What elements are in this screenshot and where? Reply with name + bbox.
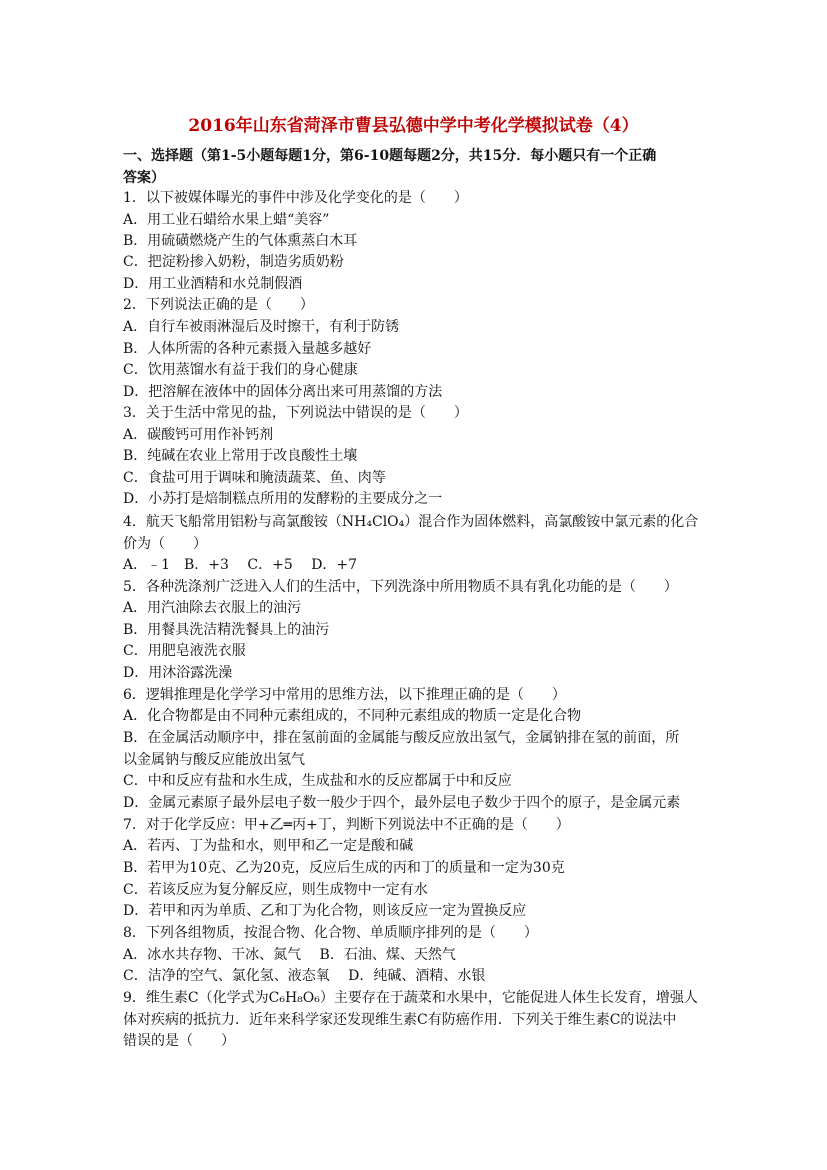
- question-line: A．自行车被雨淋湿后及时擦干，有利于防锈: [123, 319, 400, 335]
- question-line: B．在金属活动顺序中，排在氢前面的金属能与酸反应放出氢气，金属钠排在氢的前面，所: [123, 730, 680, 746]
- question-line: 价为（ ）: [123, 536, 207, 552]
- question-line: 1．以下被媒体曝光的事件中涉及化学变化的是（ ）: [123, 190, 468, 206]
- question-line: 8．下列各组物质，按混合物、化合物、单质顺序排列的是（ ）: [123, 925, 538, 941]
- question-line: 3．关于生活中常见的盐，下列说法中错误的是（ ）: [123, 405, 468, 421]
- question-line: A．化合物都是由不同种元素组成的，不同种元素组成的物质一定是化合物: [123, 708, 582, 724]
- question-line: C．把淀粉掺入奶粉，制造劣质奶粉: [123, 254, 344, 270]
- question-line: D．把溶解在液体中的固体分离出来可用蒸馏的方法: [123, 384, 443, 400]
- question-line: 7．对于化学反应：甲+乙═丙+丁，判断下列说法中不正确的是（ ）: [123, 817, 570, 833]
- question-line: 4．航天飞船常用铝粉与高氯酸铵（NH₄ClO₄）混合作为固体燃料，高氯酸铵中氯元素的化合: [123, 514, 699, 530]
- question-line: C．中和反应有盐和水生成，生成盐和水的反应都属于中和反应: [123, 773, 512, 789]
- question-line: B．若甲为10克、乙为20克，反应后生成的丙和丁的质量和一定为30克: [123, 860, 565, 876]
- question-line: D．用工业酒精和水兑制假酒: [123, 276, 303, 292]
- question-line: 5．各种洗涤剂广泛进入人们的生活中，下列洗涤中所用物质不具有乳化功能的是（ ）: [123, 579, 678, 595]
- question-line: C．洁净的空气、氯化氢、液态氧 D．纯碱、酒精、水银: [123, 968, 486, 984]
- question-line: B．用餐具洗洁精洗餐具上的油污: [123, 622, 330, 638]
- question-line: A．碳酸钙可用作补钙剂: [123, 427, 274, 443]
- section-heading-line: 一、选择题（第1-5小题每题1分，第6-10题每题2分，共15分．每小题只有一个正确: [123, 148, 657, 164]
- question-line: 2．下列说法正确的是（ ）: [123, 297, 314, 313]
- question-line: A．若丙、丁为盐和水，则甲和乙一定是酸和碱: [123, 838, 414, 854]
- question-line: A．用汽油除去衣服上的油污: [123, 600, 302, 616]
- section-heading: [123, 145, 713, 189]
- question-line: 以金属钠与酸反应能放出氢气: [123, 752, 305, 768]
- question-line: A．冰水共存物、干冰、氮气 B．石油、煤、天然气: [123, 947, 456, 963]
- question-line: B．纯碱在农业上常用于改良酸性土壤: [123, 448, 358, 464]
- question-line: B．用硫磺燃烧产生的气体熏蒸白木耳: [123, 233, 358, 249]
- question-line: D．用沐浴露洗澡: [123, 665, 233, 681]
- question-line: C．用肥皂液洗衣服: [123, 643, 246, 659]
- question-line: 体对疾病的抵抗力．近年来科学家还发现维生素C有防癌作用．下列关于维生素C的说法中: [123, 1012, 677, 1028]
- question-line: 错误的是（ ）: [123, 1033, 235, 1049]
- section-heading-line: 答案）: [123, 170, 165, 186]
- question-line: D．若甲和丙为单质、乙和丁为化合物，则该反应一定为置换反应: [123, 903, 527, 919]
- question-line: B．人体所需的各种元素摄入量越多越好: [123, 341, 372, 357]
- question-line: A．用工业石蜡给水果上蜡“美容”: [123, 212, 330, 228]
- question-line: D．小苏打是焙制糕点所用的发酵粉的主要成分之一: [123, 491, 443, 507]
- question-line: A．﹣1 B．+3 C．+5 D．+7: [123, 557, 358, 573]
- page-title: 2016年山东省菏泽市曹县弘德中学中考化学模拟试卷（4）: [188, 116, 639, 136]
- question-line: C．若该反应为复分解反应，则生成物中一定有水: [123, 882, 428, 898]
- question-line: 9．维生素C（化学式为C₆H₈O₆）主要存在于蔬菜和水果中，它能促进人体生长发育，增强人: [123, 990, 698, 1006]
- question-line: 6．逻辑推理是化学学习中常用的思维方法，以下推理正确的是（ ）: [123, 687, 566, 703]
- question-line: D．金属元素原子最外层电子数一般少于四个，最外层电子数少于四个的原子，是金属元素: [123, 795, 681, 811]
- question-line: C．饮用蒸馏水有益于我们的身心健康: [123, 362, 358, 378]
- question-line: C．食盐可用于调味和腌渍蔬菜、鱼、肉等: [123, 470, 386, 486]
